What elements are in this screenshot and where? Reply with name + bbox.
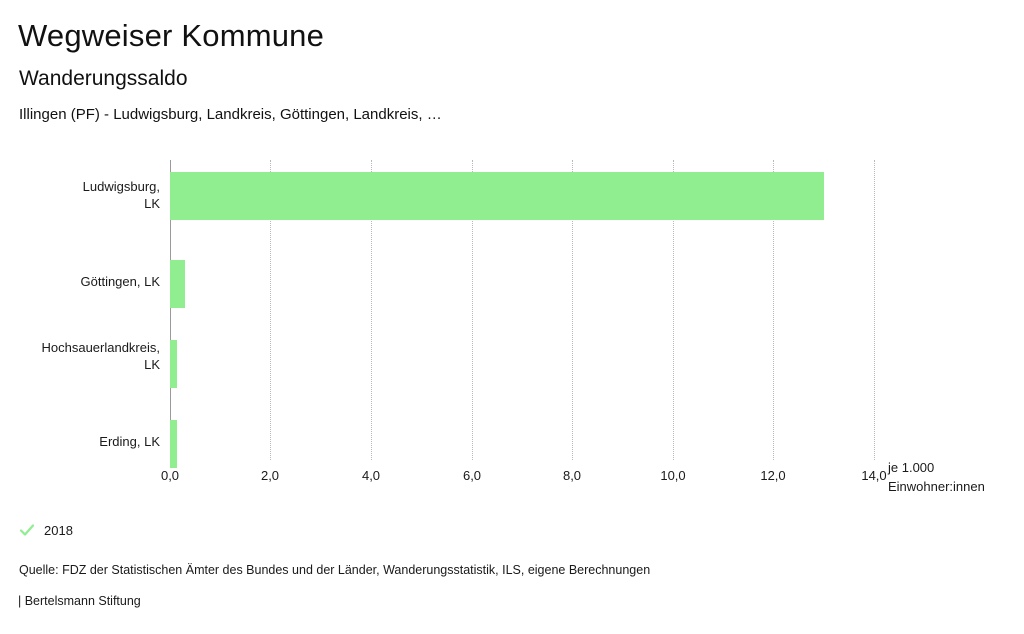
category-label <box>0 273 160 290</box>
plot-region <box>170 160 874 460</box>
category-label <box>0 339 160 373</box>
x-tick-label: 6,0 <box>462 468 482 483</box>
category-label <box>0 433 160 450</box>
chart-area <box>0 150 1024 500</box>
x-tick-label: 8,0 <box>562 468 582 483</box>
check-icon <box>19 522 35 538</box>
chart-subtitle: Wanderungssaldo <box>19 67 188 90</box>
bar-erding[interactable] <box>170 420 177 468</box>
x-axis-ticks <box>160 468 887 488</box>
axis-unit-note <box>888 458 985 496</box>
category-label-line: Erding, LK <box>99 434 160 449</box>
legend-item-label: 2018 <box>44 522 73 538</box>
category-label-line: Göttingen, LK <box>80 274 160 289</box>
category-label-line: LK <box>144 357 160 372</box>
gridline <box>874 160 876 460</box>
category-label-line: LK <box>144 196 160 211</box>
category-label-line: Ludwigsburg, <box>82 179 160 194</box>
x-tick-label: 12,0 <box>760 468 786 483</box>
x-tick-label: 0,0 <box>160 468 180 483</box>
bar-ludwigsburg[interactable] <box>170 172 824 220</box>
x-tick-label: 10,0 <box>660 468 686 483</box>
bar-hochsauerlandkreis[interactable] <box>170 340 177 388</box>
region-selection-label: Illingen (PF) - Ludwigsburg, Landkreis, Göttingen, Landkreis, … <box>19 106 442 123</box>
bar-goettingen[interactable] <box>170 260 185 308</box>
page-title: Wegweiser Kommune <box>18 18 325 53</box>
x-tick-label: 2,0 <box>260 468 280 483</box>
brand-label: | Bertelsmann Stiftung <box>18 594 141 608</box>
source-note: Quelle: FDZ der Statistischen Ämter des Bundes und der Länder, Wanderungsstatistik, ILS, eigene Berechnungen <box>19 563 651 577</box>
axis-unit-note-line: Einwohner:innen <box>888 479 985 494</box>
x-tick-label: 4,0 <box>361 468 381 483</box>
category-axis-labels <box>0 160 160 460</box>
chart-legend[interactable] <box>19 522 73 538</box>
category-label <box>0 178 160 212</box>
axis-unit-note-line: je 1.000 <box>888 460 935 475</box>
x-tick-label: 14,0 <box>861 468 887 483</box>
category-label-line: Hochsauerlandkreis, <box>41 340 160 355</box>
